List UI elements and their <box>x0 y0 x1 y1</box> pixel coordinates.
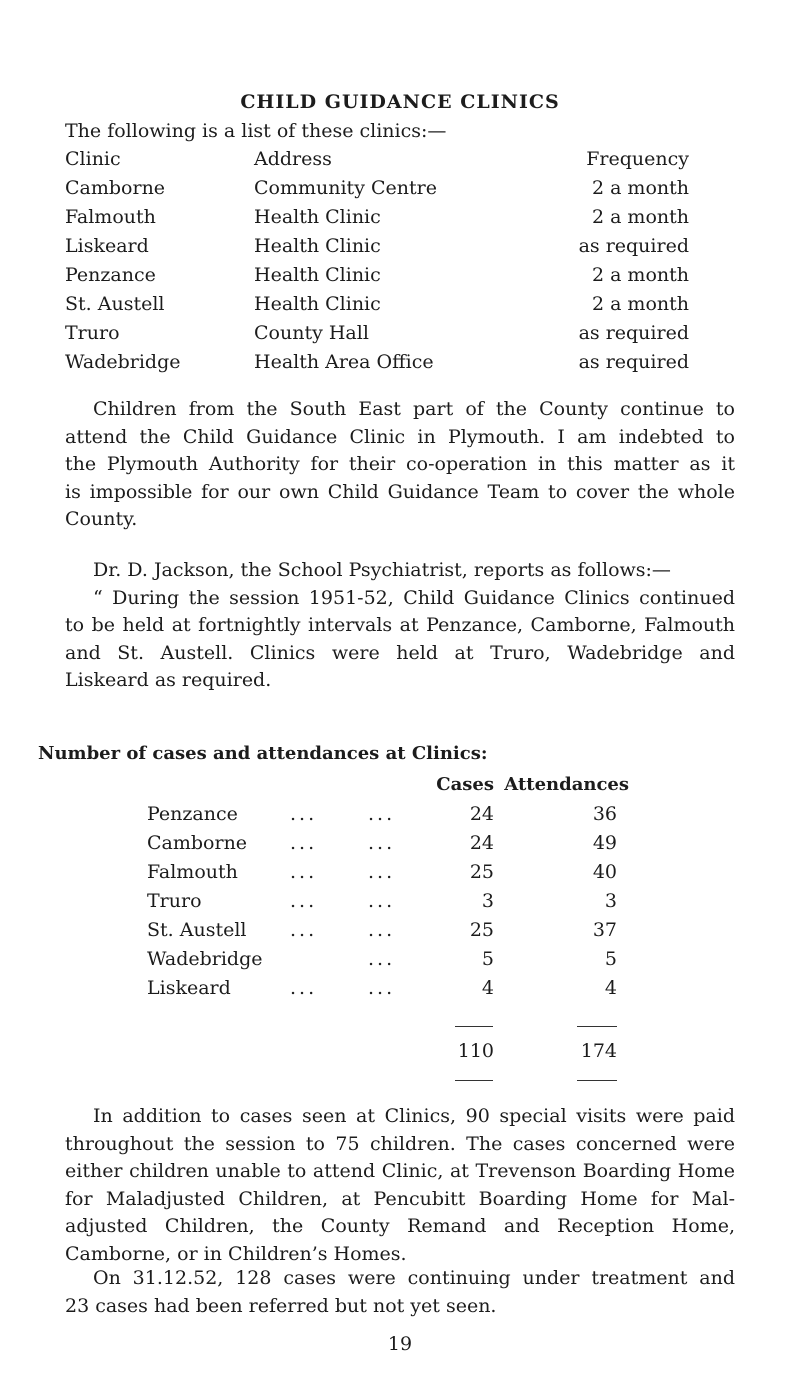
stats-clinic: Penzance <box>147 803 238 825</box>
leader-dots: ... <box>290 861 318 883</box>
cases-rule-top <box>455 1026 493 1027</box>
leader-dots: ... <box>290 803 318 825</box>
stats-clinic: Camborne <box>147 832 248 854</box>
paragraph-psychiatrist <box>65 557 735 695</box>
table-row <box>0 948 800 978</box>
total-attendances: 174 <box>580 1040 617 1062</box>
leader-dots: ... <box>368 948 396 970</box>
clinic-address: Health Clinic <box>254 293 381 315</box>
stats-cases: 24 <box>469 803 494 825</box>
stats-attendances: 36 <box>592 803 617 825</box>
stats-cases: 25 <box>469 919 494 941</box>
table-row <box>0 803 800 833</box>
table-row <box>0 206 800 236</box>
table-row <box>0 177 800 207</box>
leader-dots: ... <box>368 832 396 854</box>
stats-attendances: 5 <box>604 948 617 970</box>
paragraph-line: is impossible for our own Child Guidance Team to cover the whole <box>65 480 735 503</box>
clinic-address: Health Clinic <box>254 264 381 286</box>
clinic-name: St. Austell <box>65 293 165 315</box>
clinic-name: Truro <box>65 322 120 344</box>
stats-cases: 5 <box>481 948 494 970</box>
cases-rule-bottom <box>455 1080 493 1081</box>
leader-dots: ... <box>368 919 396 941</box>
clinic-address: Community Centre <box>254 177 437 199</box>
table-row <box>0 890 800 920</box>
clinic-frequency: 2 a month <box>591 206 689 228</box>
table-row <box>0 351 800 381</box>
paragraph-line: the Plymouth Authority for their co-operation in this matter as it <box>65 453 735 475</box>
clinic-address: County Hall <box>254 322 369 344</box>
paragraph-special-visits <box>65 1103 735 1268</box>
stats-heading: Number of cases and attendances at Clinics: <box>38 743 488 764</box>
leader-dots: ... <box>368 803 396 825</box>
totals-row <box>0 1040 800 1070</box>
stats-clinic: Truro <box>147 890 202 912</box>
leader-dots: ... <box>368 861 396 883</box>
leader-dots: ... <box>368 890 396 912</box>
paragraph-line: 23 cases had been referred but not yet seen. <box>65 1294 497 1317</box>
clinic-frequency: as required <box>578 235 689 257</box>
clinic-frequency: 2 a month <box>591 177 689 199</box>
attendances-rule-bottom <box>577 1080 617 1081</box>
clinic-frequency: as required <box>578 322 689 344</box>
paragraph-line: “ During the session 1951-52, Child Guidance Clinics continued <box>93 586 735 609</box>
paragraph-line: to be held at fortnightly intervals at Penzance, Camborne, Falmouth <box>65 614 735 636</box>
clinic-frequency: as required <box>578 351 689 373</box>
table-row <box>0 832 800 862</box>
stats-clinic: Wadebridge <box>147 948 263 970</box>
paragraph-line: Children from the South East part of the County continue to <box>93 398 735 420</box>
stats-attendances: 40 <box>592 861 617 883</box>
stats-clinic: Falmouth <box>147 861 238 883</box>
table-row <box>0 861 800 891</box>
leader-dots: ... <box>290 890 318 912</box>
clinic-address: Health Clinic <box>254 206 381 228</box>
header-frequency: Frequency <box>586 148 689 170</box>
paragraph-line: and St. Austell. Clinics were held at Truro, Wadebridge and <box>65 641 735 664</box>
paragraph-line: adjusted Children, the County Remand and Reception Home, <box>65 1215 735 1237</box>
paragraph-continuing <box>65 1265 735 1320</box>
header-clinic: Clinic <box>65 148 121 170</box>
paragraph-line: for Maladjusted Children, at Pencubitt Boarding Home for Mal- <box>65 1187 735 1210</box>
paragraph-line: either children unable to attend Clinic, at Trevenson Boarding Home <box>65 1160 735 1182</box>
clinic-name: Penzance <box>65 264 156 286</box>
stats-attendances: 3 <box>604 890 617 912</box>
clinic-frequency: 2 a month <box>591 264 689 286</box>
clinic-address: Health Clinic <box>254 235 381 257</box>
table-row <box>0 235 800 265</box>
paragraph-line: Liskeard as required. <box>65 669 272 691</box>
table-row <box>0 322 800 352</box>
stats-attendances: 49 <box>592 832 617 854</box>
paragraph-line: On 31.12.52, 128 cases were continuing under treatment and <box>93 1267 735 1289</box>
table-row <box>0 977 800 1007</box>
paragraph-line: In addition to cases seen at Clinics, 90 special visits were paid <box>93 1105 735 1127</box>
clinic-name: Liskeard <box>65 235 149 257</box>
paragraph-plymouth <box>65 396 735 534</box>
paragraph-line: County. <box>65 508 138 530</box>
header-address: Address <box>254 148 332 170</box>
page-number: 19 <box>387 1333 413 1355</box>
header-attendances: Attendances <box>504 774 629 795</box>
table-row <box>0 293 800 323</box>
stats-cases: 4 <box>481 977 494 999</box>
clinic-address: Health Area Office <box>254 351 434 373</box>
clinic-table-header <box>0 148 800 178</box>
stats-cases: 25 <box>469 861 494 883</box>
paragraph-line: Camborne, or in Children’s Homes. <box>65 1242 407 1265</box>
clinic-frequency: 2 a month <box>591 293 689 315</box>
clinic-name: Wadebridge <box>65 351 181 373</box>
stats-attendances: 4 <box>604 977 617 999</box>
stats-cases: 3 <box>481 890 494 912</box>
leader-dots: ... <box>290 919 318 941</box>
leader-dots: ... <box>368 977 396 999</box>
stats-cases: 24 <box>469 832 494 854</box>
clinic-name: Falmouth <box>65 206 156 228</box>
table-row <box>0 919 800 949</box>
header-cases: Cases <box>436 774 494 795</box>
paragraph-line: attend the Child Guidance Clinic in Plymouth. I am indebted to <box>65 425 735 448</box>
leader-dots: ... <box>290 832 318 854</box>
leader-dots: ... <box>290 977 318 999</box>
table-row <box>0 264 800 294</box>
paragraph-line: throughout the session to 75 children. The cases concerned were <box>65 1132 735 1155</box>
clinic-name: Camborne <box>65 177 166 199</box>
stats-clinic: St. Austell <box>147 919 247 941</box>
attendances-rule-top <box>577 1026 617 1027</box>
intro-text: The following is a list of these clinics:— <box>65 120 447 142</box>
stats-clinic: Liskeard <box>147 977 231 999</box>
page-title: CHILD GUIDANCE CLINICS <box>240 91 560 113</box>
paragraph-line: Dr. D. Jackson, the School Psychiatrist, reports as follows:— <box>93 559 671 581</box>
total-cases: 110 <box>457 1040 494 1062</box>
stats-attendances: 37 <box>592 919 617 941</box>
